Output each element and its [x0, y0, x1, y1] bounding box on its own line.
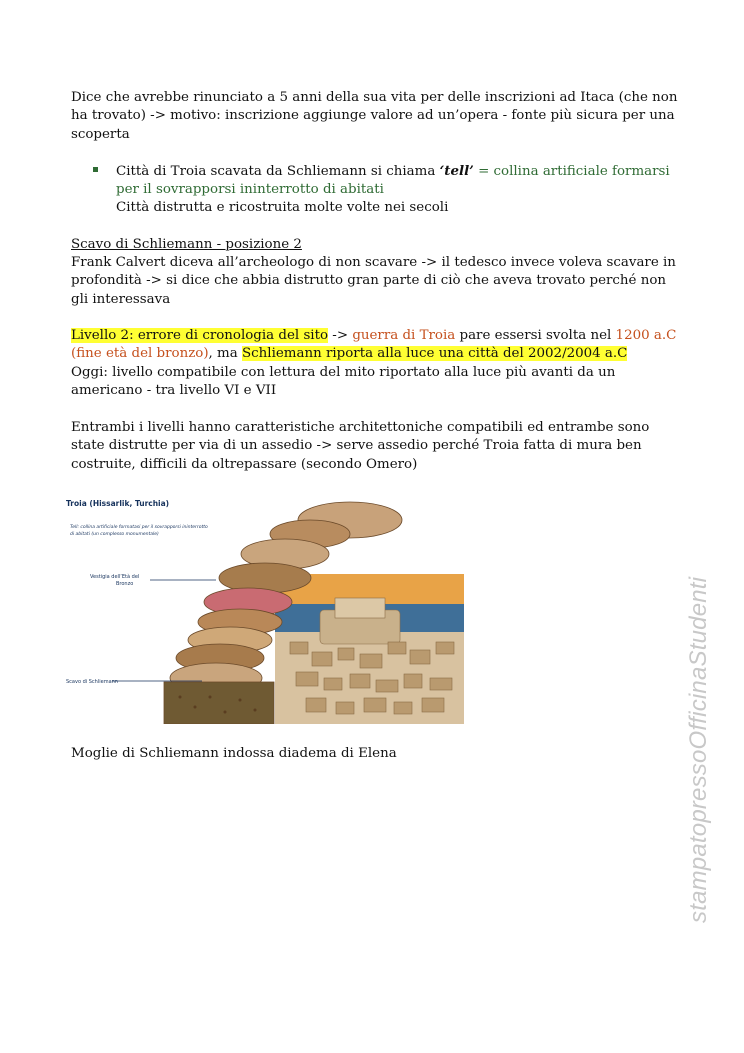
livello-oggi: Oggi: livello compatibile con lettura del mito riportato alla luce più avanti da un americano - tra livello VI e VII	[71, 364, 616, 398]
label-bronzo-2: Bronzo	[116, 581, 134, 587]
troy-illustration	[60, 492, 464, 724]
bullet-second-line: Città distrutta e ricostruita molte volte nei secoli	[116, 200, 449, 215]
paragraph-inscriptions: Dice che avrebbe rinunciato a 5 anni della sua vita per delle inscrizioni ad Itaca (che non ha trovato) -> motivo: inscrizione aggiunge valore ad un’opera - fonte più sicura per una scoperta	[71, 90, 678, 142]
figure-caption-1: Tell: collina artificiale formatasi per il sovrapporsi ininterrotto	[70, 525, 208, 530]
final-line: Moglie di Schliemann indossa diadema di Elena	[71, 746, 397, 761]
figure-caption-2: di abitati (un complesso monumentale)	[70, 532, 159, 537]
highlight-schliemann: Schliemann riporta alla luce una città del 2002/2004 a.C	[242, 346, 628, 362]
paragraph-calvert: Frank Calvert diceva all’archeologo di non scavare -> il tedesco invece voleva scavare in profondità -> si dice che abbia distrutto gran parte di ciò che aveva trovato perché non gli interessava	[71, 255, 676, 307]
highlight-error: Livello 2: errore di cronologia del sito	[71, 328, 329, 343]
bullet-marker	[93, 167, 98, 172]
paragraph-livello	[71, 327, 681, 400]
figure-title: Troia (Hissarlik, Turchia)	[66, 499, 170, 508]
label-scavo: Scavo di Schliemann	[66, 679, 118, 685]
label-bronzo-1: Vestigia dell’Età del	[90, 574, 140, 580]
tell-term: ‘tell’	[439, 163, 474, 179]
bullet-tell-definition	[116, 162, 686, 200]
livello-mid: pare essersi svolta nel	[455, 328, 616, 343]
paragraph-assedio: Entrambi i livelli hanno caratteristiche architettoniche compatibili ed entrambe sono state distrutte per via di un assedio -> serve assedio perché Troia fatta di mura ben costruite, difficili da oltrepassare (secondo Omero)	[71, 420, 650, 472]
watermark: stampatopressoOfficinaStudenti	[685, 576, 712, 923]
arrow-text: ->	[328, 328, 353, 343]
tell-definition: = collina artificiale formarsi per il sovrapporsi ininterrotto di abitati	[116, 164, 670, 198]
orange-date: 1200 a.C (fine età del bronzo)	[71, 328, 677, 362]
section-heading: Scavo di Schliemann - posizione 2	[71, 237, 302, 252]
livello-comma: , ma	[208, 346, 242, 362]
orange-guerra: guerra di Troia	[352, 328, 456, 343]
bullet-prefix: Città di Troia scavata da Schliemann si chiama	[116, 164, 440, 179]
